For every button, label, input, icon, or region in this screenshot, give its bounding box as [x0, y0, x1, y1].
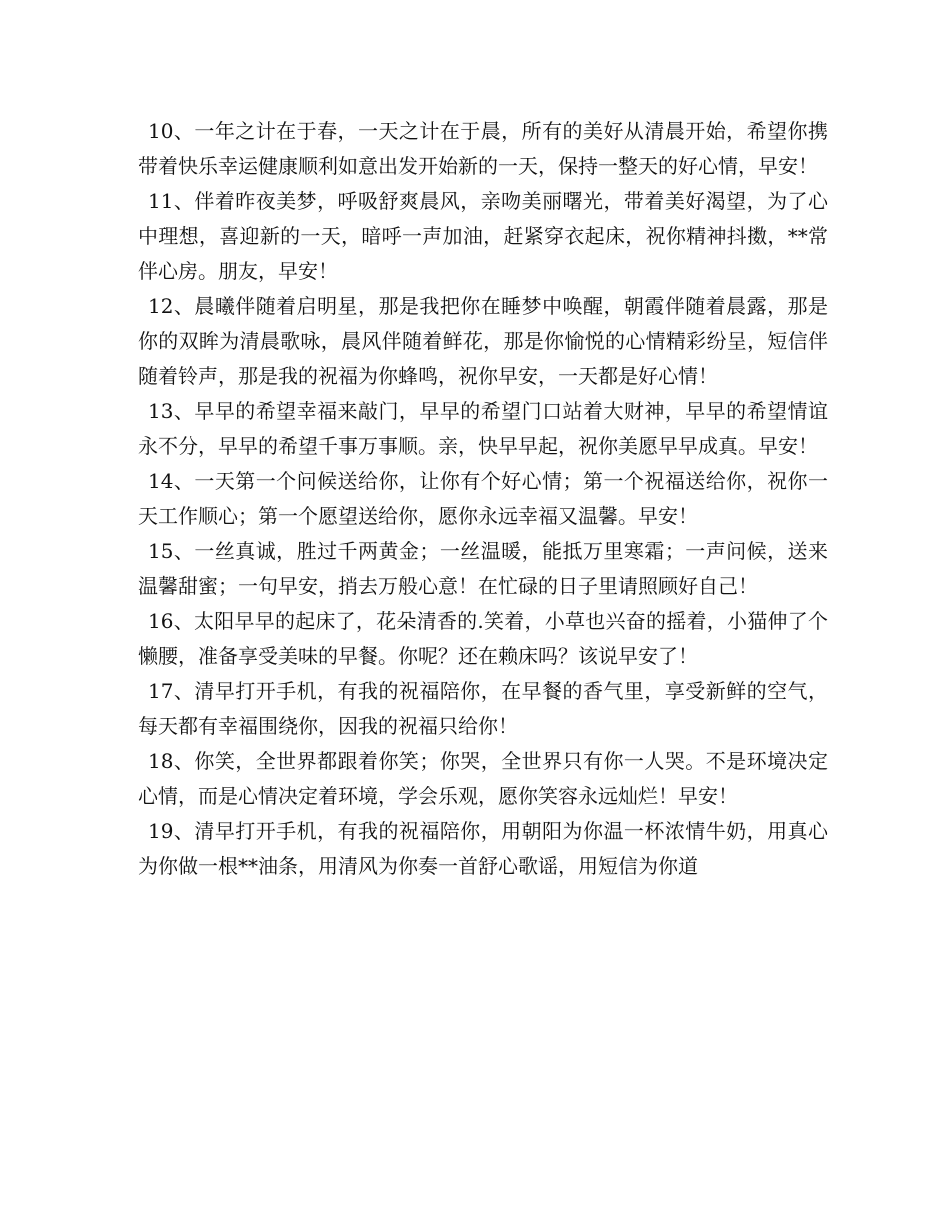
- paragraph-10: 10、一年之计在于春，一天之计在于晨，所有的美好从清晨开始，希望你携带着快乐幸运健康顺利如意出发开始新的一天，保持一整天的好心情，早安！: [138, 119, 828, 178]
- paragraph-16: 16、太阳早早的起床了，花朵清香的.笑着，小草也兴奋的摇着，小猫伸了个懒腰，准备享受美味的早餐。你呢？还在赖床吗？该说早安了！: [138, 609, 828, 668]
- paragraph-14: 14、一天第一个问候送给你，让你有个好心情；第一个祝福送给你，祝你一天工作顺心；第一个愿望送给你，愿你永远幸福又温馨。早安！: [138, 469, 828, 528]
- paragraph-19: 19、清早打开手机，有我的祝福陪你，用朝阳为你温一杯浓情牛奶，用真心为你做一根**油条，用清风为你奏一首舒心歌谣，用短信为你道: [138, 819, 828, 878]
- document-body: [138, 114, 828, 884]
- paragraph-17: 17、清早打开手机，有我的祝福陪你，在早餐的香气里，享受新鲜的空气，每天都有幸福围绕你，因我的祝福只给你！: [138, 679, 828, 738]
- paragraph-18: 18、你笑，全世界都跟着你笑；你哭，全世界只有你一人哭。不是环境决定心情，而是心情决定着环境，学会乐观，愿你笑容永远灿烂！早安！: [138, 749, 828, 808]
- paragraph-15: 15、一丝真诚，胜过千两黄金；一丝温暖，能抵万里寒霜；一声问候，送来温馨甜蜜；一句早安，捎去万般心意！在忙碌的日子里请照顾好自己！: [138, 539, 828, 598]
- paragraph-12: 12、晨曦伴随着启明星，那是我把你在睡梦中唤醒，朝霞伴随着晨露，那是你的双眸为清晨歌咏，晨风伴随着鲜花，那是你愉悦的心情精彩纷呈，短信伴随着铃声，那是我的祝福为你蜂鸣，祝你早安，一天都是好心情！: [138, 294, 828, 388]
- paragraph-13: 13、早早的希望幸福来敲门，早早的希望门口站着大财神，早早的希望情谊永不分，早早的希望千事万事顺。亲，快早早起，祝你美愿早早成真。早安！: [138, 399, 828, 458]
- paragraph-11: 11、伴着昨夜美梦，呼吸舒爽晨风，亲吻美丽曙光，带着美好渴望，为了心中理想，喜迎新的一天，暗呼一声加油，赶紧穿衣起床，祝你精神抖擞，**常伴心房。朋友，早安！: [138, 189, 828, 283]
